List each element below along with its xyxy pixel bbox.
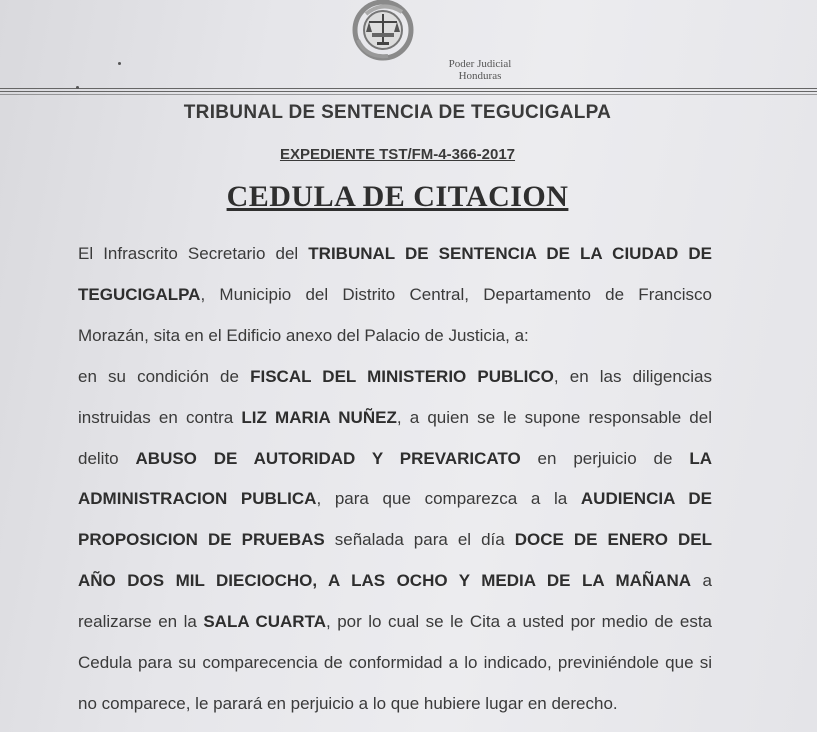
header-rule xyxy=(0,88,817,89)
header-rule xyxy=(0,91,817,92)
defendant-name: LIZ MARIA NUÑEZ xyxy=(241,407,397,427)
text: a xyxy=(691,571,713,591)
court-name: TRIBUNAL DE SENTENCIA DE LA CIUDAD DE xyxy=(308,244,712,263)
text: El Infrascrito Secretario del xyxy=(78,244,309,263)
body-line xyxy=(78,602,712,643)
citation-body xyxy=(78,234,712,725)
text: en su condición de xyxy=(78,366,251,386)
case-number: EXPEDIENTE TST/FM-4-366-2017 xyxy=(279,146,516,163)
text: Cedula para su comparecencia de conformidad a lo indicado, previniéndole que si xyxy=(78,653,712,673)
text: , por lo cual se le Cita a usted por medio de esta xyxy=(325,612,712,632)
paper-speck xyxy=(76,86,79,89)
body-line xyxy=(78,479,712,520)
court-heading: TRIBUNAL DE SENTENCIA DE TEGUCIGALPA xyxy=(183,102,612,123)
body-line xyxy=(78,398,712,439)
body-line xyxy=(78,316,712,357)
body-line xyxy=(78,684,712,725)
text: realizarse en la xyxy=(78,612,204,632)
text: en perjuicio de xyxy=(520,448,690,468)
victim-entity: ADMINISTRACION PUBLICA xyxy=(78,489,317,509)
document-title: CEDULA DE CITACION xyxy=(226,180,569,213)
logo-caption-line1: Poder Judicial xyxy=(448,58,512,70)
body-line xyxy=(78,561,712,602)
text: , a quien se le supone responsable del xyxy=(396,407,712,427)
courtroom: SALA CUARTA xyxy=(203,612,326,632)
hearing-date-time: AÑO DOS MIL DIECIOCHO, A LAS OCHO Y MEDIA DE LA MAÑANA xyxy=(78,571,692,591)
text: Morazán, sita en el Edificio anexo del Palacio de Justicia, a: xyxy=(78,325,529,345)
text: instruidas en contra xyxy=(78,407,242,427)
body-line xyxy=(78,643,712,684)
body-line xyxy=(78,234,712,275)
logo-caption-line2: Honduras xyxy=(458,70,502,82)
header-rule xyxy=(0,94,817,95)
hearing-type: AUDIENCIA DE xyxy=(580,489,713,509)
hearing-date: DOCE DE ENERO DEL xyxy=(514,530,712,550)
city-name: TEGUCIGALPA xyxy=(78,284,201,304)
body-line xyxy=(78,357,712,398)
scales-of-justice-icon xyxy=(336,0,446,64)
victim-entity: LA xyxy=(689,448,712,468)
text: delito xyxy=(78,448,136,468)
text: , para que comparezca a la xyxy=(316,489,581,509)
text: , en las diligencias xyxy=(553,366,713,386)
paper-speck xyxy=(118,62,121,65)
body-line xyxy=(78,275,712,316)
text: no comparece, le parará en perjuicio a lo que hubiere lugar en derecho. xyxy=(78,693,618,713)
body-line xyxy=(78,520,712,561)
hearing-type: PROPOSICION DE PRUEBAS xyxy=(78,530,325,550)
body-line xyxy=(78,439,712,480)
recipient-role: FISCAL DEL MINISTERIO PUBLICO xyxy=(250,366,554,386)
judiciary-seal-logo xyxy=(336,0,446,64)
logo-caption xyxy=(425,58,535,82)
offense: ABUSO DE AUTORIDAD Y PREVARICATO xyxy=(135,448,521,468)
text: señalada para el día xyxy=(324,530,515,550)
text: , Municipio del Distrito Central, Departamento de Francisco xyxy=(200,284,712,304)
